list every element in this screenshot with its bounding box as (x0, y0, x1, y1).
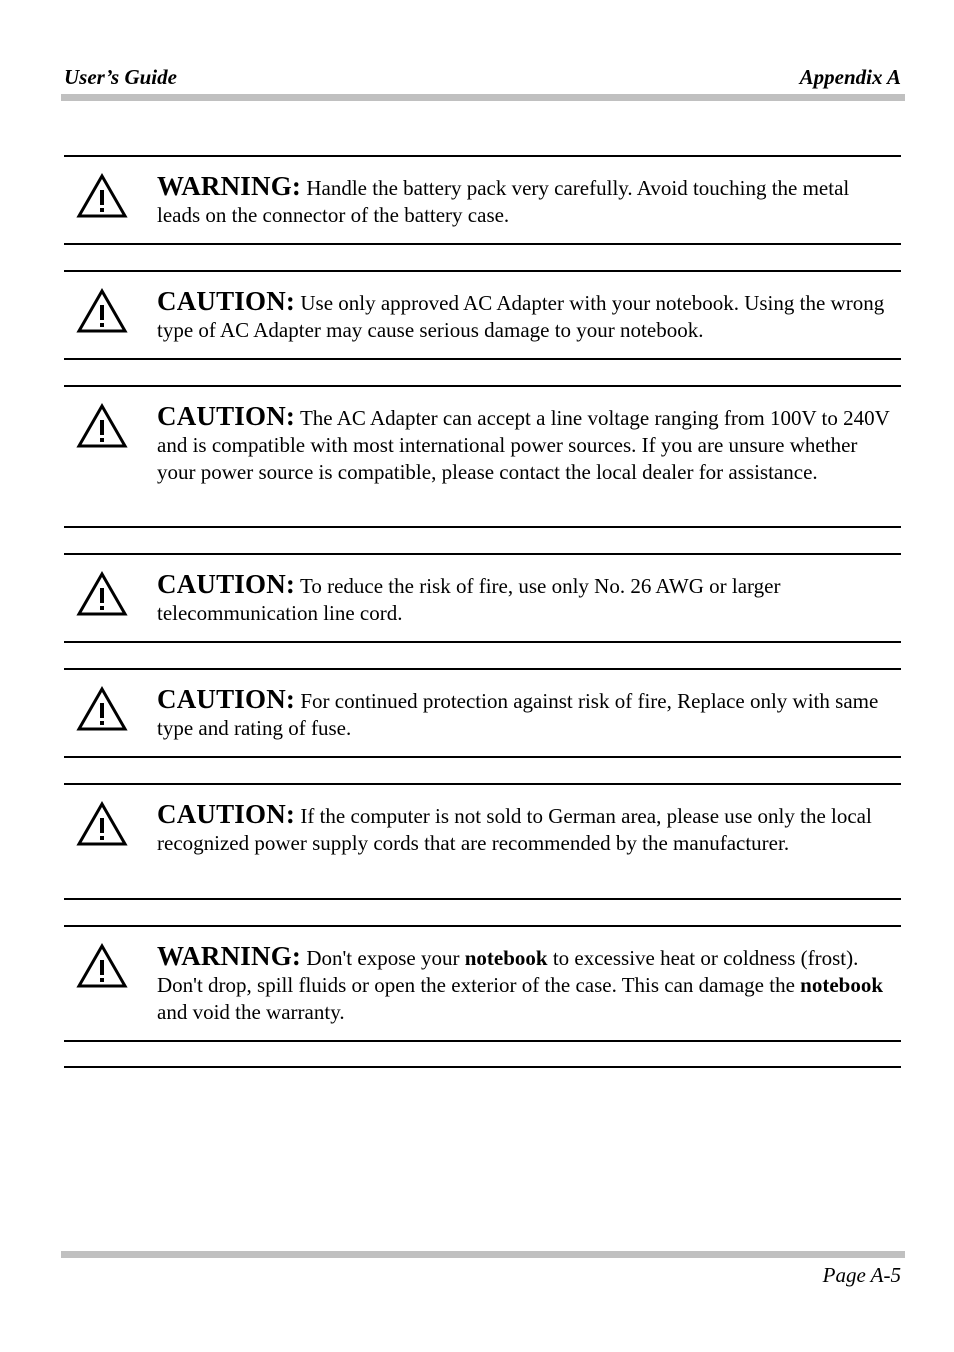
notice-keyword: CAUTION: (157, 569, 296, 599)
page-number: Page A-5 (822, 1263, 901, 1287)
notice-text (157, 571, 891, 627)
notice-keyword: WARNING: (157, 171, 302, 201)
warning-notice-heat (64, 925, 901, 1042)
notice-body: Don't expose your (306, 946, 460, 970)
notice-text (157, 288, 891, 344)
header-section-title: Appendix A (799, 65, 901, 89)
notice-keyword: CAUTION: (157, 799, 296, 829)
notice-body: Use only approved AC Adapter with your notebook. Using the wrong type of AC Adapter may cause serious damage to your notebook. (157, 291, 885, 342)
notice-text (157, 801, 891, 857)
header-guide-title: User’s Guide (64, 65, 177, 89)
notice-body: and void the warranty. (157, 1000, 345, 1024)
caution-notice-power-cords (64, 783, 901, 900)
caution-notice-ac-adapter (64, 270, 901, 360)
caution-triangle-icon (76, 943, 128, 989)
notice-text (157, 173, 891, 229)
notice-body: to excessive heat or coldness (frost). Don't drop, spill fluids or open the exterior of the case. This can damage the (157, 946, 859, 997)
section-end-rule (64, 1066, 901, 1068)
caution-triangle-icon (76, 403, 128, 449)
notice-body-bold: notebook (800, 973, 883, 997)
notice-keyword: CAUTION: (157, 401, 296, 431)
caution-notice-line-cord (64, 553, 901, 643)
caution-triangle-icon (76, 173, 128, 219)
notice-keyword: CAUTION: (157, 684, 296, 714)
notice-body-bold: notebook (464, 946, 548, 970)
notice-body: To reduce the risk of fire, use only No. 26 AWG or larger telecommunication line cord. (157, 574, 781, 625)
warning-notice-battery (64, 155, 901, 245)
caution-triangle-icon (76, 571, 128, 617)
notice-text (157, 943, 891, 1026)
caution-triangle-icon (76, 801, 128, 847)
notice-body: If the computer is not sold to German area, please use only the local recognized power supply cords that are recommended by the manufacturer. (157, 804, 872, 855)
header-rule (61, 94, 905, 101)
footer-rule (61, 1251, 905, 1258)
caution-notice-fuse (64, 668, 901, 758)
notice-keyword: CAUTION: (157, 286, 296, 316)
caution-notice-line-voltage (64, 385, 901, 528)
notice-body: For continued protection against risk of fire, Replace only with same type and rating of fuse. (157, 689, 879, 740)
caution-triangle-icon (76, 686, 128, 732)
notice-text (157, 403, 891, 486)
notice-body: The AC Adapter can accept a line voltage ranging from 100V to 240V and is compatible with most international power sources. If you are unsure whether your power source is compatible, please contact the local dealer for assistance. (157, 406, 890, 484)
notice-body: Handle the battery pack very carefully. Avoid touching the metal leads on the connector of the battery case. (157, 176, 850, 227)
caution-triangle-icon (76, 288, 128, 334)
notice-keyword: WARNING: (157, 941, 302, 971)
notice-text (157, 686, 891, 742)
